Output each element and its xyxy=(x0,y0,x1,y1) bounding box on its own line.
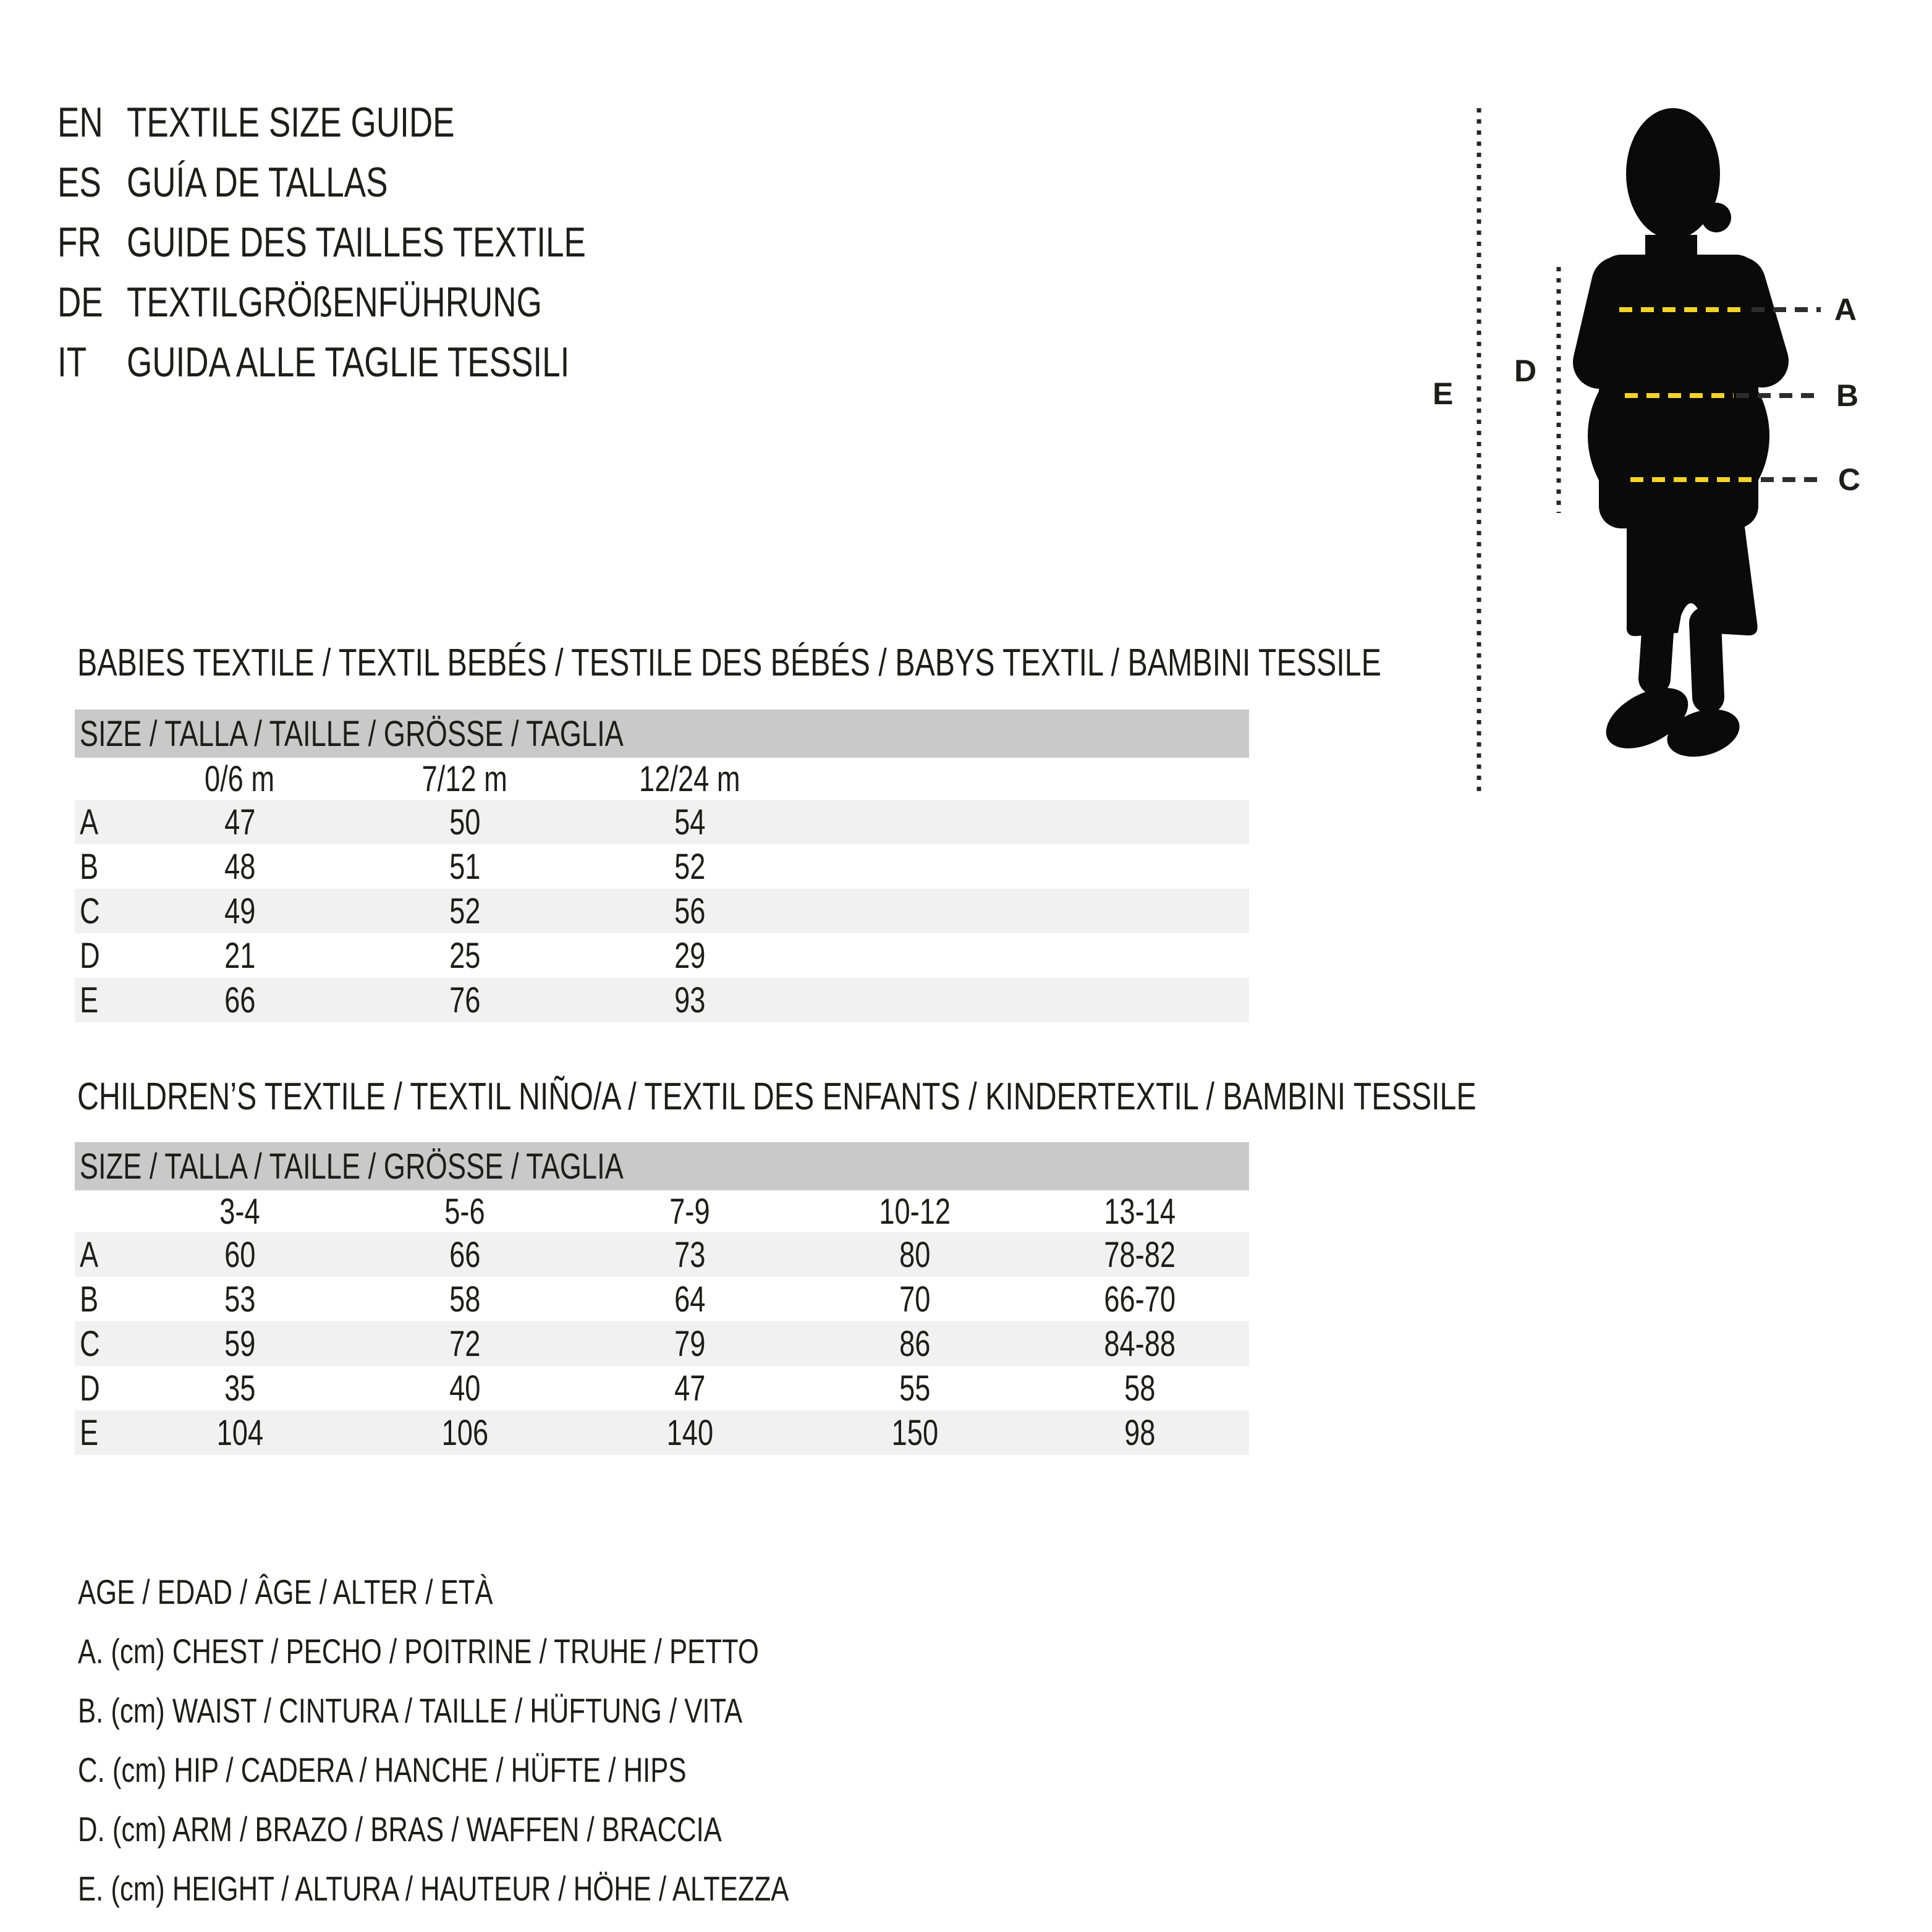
corner-cell xyxy=(75,758,127,800)
table-cell: 53 xyxy=(224,1279,256,1320)
table-cell: 54 xyxy=(674,802,706,842)
lang-row-en xyxy=(57,93,715,153)
table-cell: 58 xyxy=(1124,1368,1156,1409)
table-cell: 52 xyxy=(674,846,706,887)
table-cell: 79 xyxy=(674,1323,706,1364)
babies-table-title: BABIES TEXTILE / TEXTIL BEBÉS / TESTILE DES BÉBÉS / BABYS TEXTIL / BAMBINI TESSILE xyxy=(77,642,1381,684)
table-cell: 49 xyxy=(224,891,256,931)
babies-size-section xyxy=(75,642,1381,1027)
table-cell: 86 xyxy=(899,1323,931,1364)
measurement-figure xyxy=(1421,87,1932,797)
table-cell: 59 xyxy=(224,1323,256,1364)
lang-code: DE xyxy=(57,279,103,326)
column-header: 13-14 xyxy=(1104,1191,1176,1232)
column-header: 0/6 m xyxy=(205,758,275,799)
lang-row-de xyxy=(57,273,715,333)
size-header-text: SIZE / TALLA / TAILLE / GRÖSSE / TAGLIA xyxy=(79,1146,624,1187)
measurement-legend xyxy=(78,1562,989,1918)
legend-line-chest: A. (cm) CHEST / PECHO / POITRINE / TRUHE / PETTO xyxy=(78,1632,759,1671)
table-row xyxy=(75,800,1249,844)
lang-row-es xyxy=(57,153,715,213)
children-size-header-band xyxy=(75,1142,1249,1190)
table-cell: 21 xyxy=(224,935,256,976)
table-cell: 52 xyxy=(449,891,481,931)
language-title-block xyxy=(57,93,715,392)
table-cell: 78-82 xyxy=(1104,1234,1176,1275)
table-cell: 84-88 xyxy=(1104,1323,1176,1364)
table-cell: 55 xyxy=(899,1368,931,1409)
table-cell: 58 xyxy=(449,1279,481,1320)
table-cell: 29 xyxy=(674,935,706,976)
hip-label: C xyxy=(1838,462,1861,497)
row-label: C xyxy=(80,891,100,931)
waist-label: B xyxy=(1836,378,1859,413)
lang-title: TEXTILGRÖßENFÜHRUNG xyxy=(127,279,542,326)
table-cell: 66 xyxy=(449,1234,481,1275)
table-cell: 72 xyxy=(449,1323,481,1364)
table-row xyxy=(75,889,1249,933)
column-header: 5-6 xyxy=(444,1191,485,1232)
lang-code: IT xyxy=(57,339,87,386)
legend-line-height: E. (cm) HEIGHT / ALTURA / HAUTEUR / HÖHE / ALTEZZA xyxy=(78,1869,789,1908)
legend-line-waist: B. (cm) WAIST / CINTURA / TAILLE / HÜFTUNG / VITA xyxy=(78,1691,743,1730)
table-row xyxy=(75,1232,1249,1277)
table-row xyxy=(75,933,1249,978)
legend-line-age: AGE / EDAD / ÂGE / ALTER / ETÀ xyxy=(78,1572,493,1611)
column-header: 10-12 xyxy=(879,1191,951,1232)
table-cell: 47 xyxy=(224,802,256,842)
row-label: B xyxy=(80,1279,99,1320)
lang-title: GUÍA DE TALLAS xyxy=(127,159,388,206)
size-header-text: SIZE / TALLA / TAILLE / GRÖSSE / TAGLIA xyxy=(79,713,624,754)
table-cell: 35 xyxy=(224,1368,256,1409)
lang-row-fr xyxy=(57,213,715,273)
row-label: E xyxy=(80,1412,99,1453)
table-cell: 51 xyxy=(449,846,481,887)
table-cell: 140 xyxy=(666,1412,713,1453)
children-table-title: CHILDREN’S TEXTILE / TEXTIL NIÑO/A / TEXTIL DES ENFANTS / KINDERTEXTIL / BAMBINI TESSILE xyxy=(77,1075,1477,1118)
table-cell: 150 xyxy=(891,1412,938,1453)
table-cell: 56 xyxy=(674,891,706,931)
table-cell: 98 xyxy=(1124,1412,1156,1453)
table-cell: 73 xyxy=(674,1234,706,1275)
lang-code: FR xyxy=(57,219,101,266)
row-label: D xyxy=(80,935,100,976)
table-cell: 47 xyxy=(674,1368,706,1409)
table-cell: 48 xyxy=(224,846,256,887)
corner-cell xyxy=(75,1190,127,1232)
lang-code: EN xyxy=(57,99,103,146)
table-cell: 66 xyxy=(224,980,256,1020)
column-header: 3-4 xyxy=(219,1191,260,1232)
table-cell: 50 xyxy=(449,802,481,842)
table-cell: 66-70 xyxy=(1104,1279,1176,1320)
babies-size-header-band xyxy=(75,710,1249,758)
lang-title: GUIDA ALLE TAGLIE TESSILI xyxy=(127,339,570,386)
children-column-header-row xyxy=(75,1190,1249,1232)
column-header: 7-9 xyxy=(669,1191,710,1232)
table-row xyxy=(75,844,1249,889)
table-row xyxy=(75,1277,1249,1321)
lang-title: TEXTILE SIZE GUIDE xyxy=(127,99,455,146)
table-cell: 80 xyxy=(899,1234,931,1275)
row-label: C xyxy=(80,1323,100,1364)
lang-title: GUIDE DES TAILLES TEXTILE xyxy=(127,219,586,266)
table-cell: 93 xyxy=(674,980,706,1020)
children-size-section xyxy=(75,1075,1477,1461)
table-row xyxy=(75,1410,1249,1455)
table-cell: 70 xyxy=(899,1279,931,1320)
chest-label: A xyxy=(1834,292,1857,327)
table-cell: 40 xyxy=(449,1368,481,1409)
row-label: B xyxy=(80,846,99,887)
table-cell: 104 xyxy=(216,1412,263,1453)
row-label: D xyxy=(80,1368,100,1409)
lang-code: ES xyxy=(57,159,101,206)
babies-column-header-row xyxy=(75,758,1249,800)
column-header: 12/24 m xyxy=(639,758,740,799)
table-row xyxy=(75,978,1249,1022)
table-row xyxy=(75,1321,1249,1366)
row-label: E xyxy=(80,980,99,1020)
table-cell: 60 xyxy=(224,1234,256,1275)
row-label: A xyxy=(80,1234,99,1275)
table-row xyxy=(75,1366,1249,1410)
row-label: A xyxy=(80,802,99,842)
legend-line-arm: D. (cm) ARM / BRAZO / BRAS / WAFFEN / BRACCIA xyxy=(78,1810,722,1849)
table-cell: 64 xyxy=(674,1279,706,1320)
table-cell: 25 xyxy=(449,935,481,976)
legend-line-hip: C. (cm) HIP / CADERA / HANCHE / HÜFTE / HIPS xyxy=(78,1750,687,1789)
height-label: E xyxy=(1433,376,1454,411)
table-cell: 106 xyxy=(441,1412,488,1453)
column-header: 7/12 m xyxy=(422,758,508,799)
arm-label: D xyxy=(1514,354,1537,388)
lang-row-it xyxy=(57,333,715,392)
table-cell: 76 xyxy=(449,980,481,1020)
